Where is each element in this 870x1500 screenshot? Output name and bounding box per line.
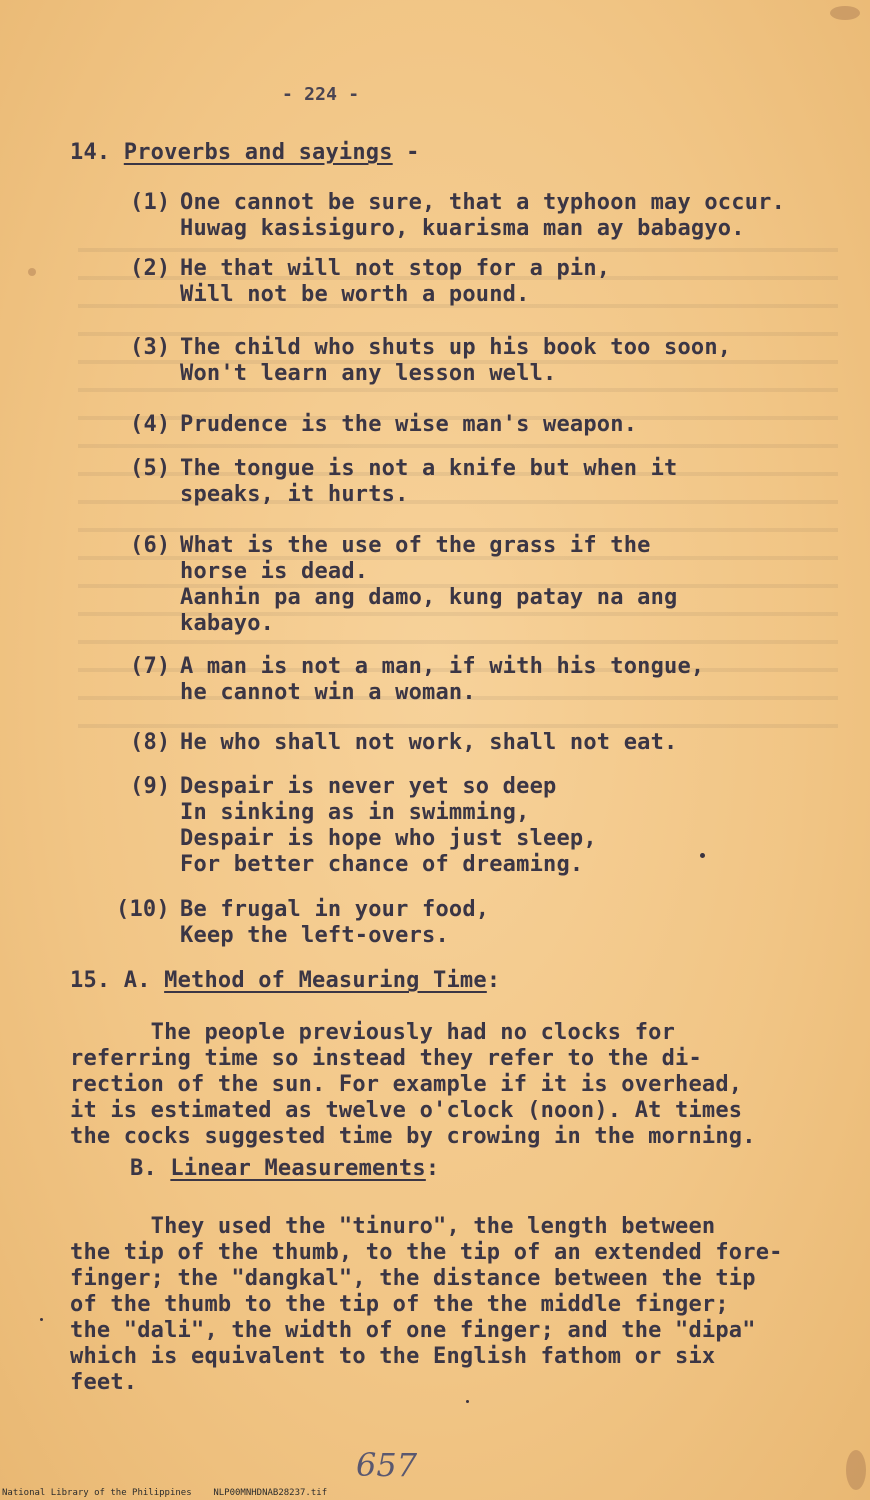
proverb-text: The child who shuts up his book too soon, [180,335,732,360]
proverb-text: horse is dead. [180,559,369,584]
proverb-line [130,412,637,438]
proverb-text: Prudence is the wise man's weapon. [180,412,638,437]
paragraph-line: The people previously had no clocks for [70,1020,676,1045]
paragraph-line: feet. [70,1370,138,1395]
paper-stain [830,6,860,20]
proverb-text: kabayo. [180,611,275,636]
section-15b-title: Linear Measurements [170,1156,426,1181]
proverb-line [130,361,731,387]
paragraph-line: They used the "tinuro", the length between [70,1214,716,1239]
paragraph-line: it is estimated as twelve o'clock (noon). At times [70,1098,743,1123]
proverb-item [130,412,637,438]
proverb-item [130,774,597,878]
proverb-line [116,923,489,949]
proverb-line [130,800,597,826]
archive-footer: National Library of the Philippines NLP00MNHDNAB28237.tif [2,1488,328,1498]
ink-dot [700,853,705,858]
proverb-line [130,559,677,585]
proverb-line [130,611,677,637]
proverb-text: The tongue is not a knife but when it [180,456,678,481]
proverb-number: (10) [116,897,170,922]
proverb-text: One cannot be sure, that a typhoon may occur. [180,190,786,215]
section-15a-suffix: : [486,968,501,993]
proverb-text: Despair is hope who just sleep, [180,826,597,851]
proverb-item [130,335,731,387]
paragraph-line: the cocks suggested time by crowing in the morning. [70,1124,756,1149]
proverb-line [130,216,785,242]
proverb-text: Despair is never yet so deep [180,774,557,799]
section-15b-suffix: : [425,1156,440,1181]
proverb-number: (2) [130,256,171,281]
proverb-line [130,852,597,878]
proverb-number: (6) [130,533,171,558]
proverb-item [130,730,677,756]
section-15b-paragraph [70,1214,783,1396]
section-15b-heading [130,1156,439,1182]
proverb-number: (8) [130,730,171,755]
proverb-text: He who shall not work, shall not eat. [180,730,678,755]
page-number: - 224 - [282,84,360,105]
proverb-text: He that will not stop for a pin, [180,256,611,281]
proverb-line [116,897,489,923]
proverb-text: Be frugal in your food, [180,897,490,922]
proverb-line [130,335,731,361]
proverb-item [130,190,785,242]
proverb-text: In sinking as in swimming, [180,800,530,825]
proverb-item [130,456,677,508]
paragraph-line: of the thumb to the tip of the the middle finger; [70,1292,729,1317]
paragraph-line: referring time so instead they refer to the di- [70,1046,702,1071]
proverb-line [130,282,610,308]
ink-dot [40,1318,43,1321]
proverb-line [130,190,785,216]
proverb-item [116,897,489,949]
proverb-line [130,654,704,680]
section-14-heading [70,140,420,166]
proverb-number: (3) [130,335,171,360]
proverb-line [130,256,610,282]
paper-stain [28,268,36,276]
proverb-line [130,482,677,508]
proverb-number: (4) [130,412,171,437]
proverb-text: Keep the left-overs. [180,923,449,948]
section-15a-title: Method of Measuring Time [164,968,487,993]
proverb-line [130,456,677,482]
proverb-number: (5) [130,456,171,481]
proverb-line [130,774,597,800]
proverb-text: A man is not a man, if with his tongue, [180,654,705,679]
proverb-text: Huwag kasisiguro, kuarisma man ay babagyo. [180,216,745,241]
proverb-line [130,730,677,756]
proverb-text: speaks, it hurts. [180,482,409,507]
paragraph-line: which is equivalent to the English fathom or six [70,1344,716,1369]
paragraph-line: the "dali", the width of one finger; and the "dipa" [70,1318,756,1343]
proverb-number: (1) [130,190,171,215]
proverb-text: For better chance of dreaming. [180,852,584,877]
proverb-line [130,533,677,559]
proverb-number: (9) [130,774,171,799]
proverb-line [130,585,677,611]
section-14-title: Proverbs and sayings [123,140,393,165]
proverb-item [130,654,704,706]
proverb-item [130,533,677,637]
section-15b-number: B. [130,1156,157,1181]
proverb-item [130,256,610,308]
section-15a-heading [70,968,500,994]
proverb-number: (7) [130,654,171,679]
section-14-suffix: - [392,140,420,165]
paper-stain [846,1450,866,1490]
section-15a-paragraph [70,1020,756,1150]
proverb-text: Won't learn any lesson well. [180,361,557,386]
handwritten-page-number: 657 [356,1446,418,1484]
section-15a-number: 15. A. [70,968,151,993]
proverb-text: What is the use of the grass if the [180,533,651,558]
paragraph-line: the tip of the thumb, to the tip of an extended fore- [70,1240,783,1265]
paragraph-line: rection of the sun. For example if it is overhead, [70,1072,743,1097]
proverb-line [130,680,704,706]
ink-dot [466,1400,469,1403]
paragraph-line: finger; the "dangkal", the distance between the tip [70,1266,756,1291]
section-14-number: 14. [70,140,111,165]
proverb-text: Will not be worth a pound. [180,282,530,307]
proverb-text: he cannot win a woman. [180,680,476,705]
proverb-line [130,826,597,852]
proverb-text: Aanhin pa ang damo, kung patay na ang [180,585,678,610]
